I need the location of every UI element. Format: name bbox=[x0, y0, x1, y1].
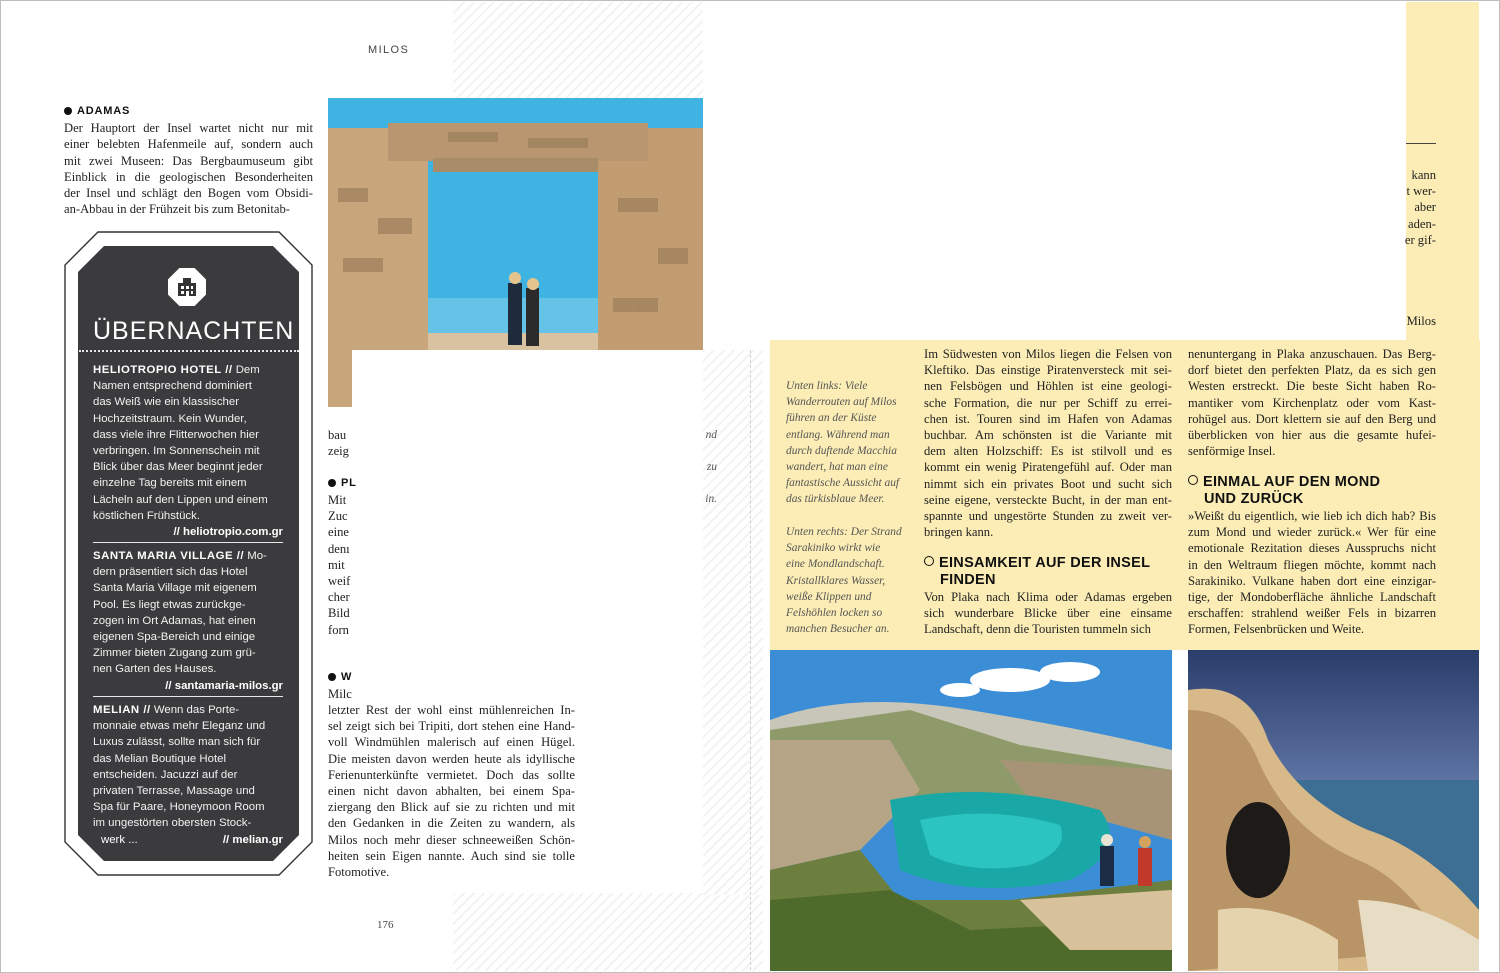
box-text-line bbox=[93, 564, 283, 580]
box-text: das Melian Boutique Hotel bbox=[93, 752, 226, 765]
hotel-link[interactable] bbox=[93, 832, 283, 848]
box-text-line bbox=[93, 459, 283, 475]
box-text-line bbox=[93, 815, 283, 831]
text-line: Sarakiniko. Vulkane haben dort eine einzigar- bbox=[1188, 573, 1436, 588]
box-text: eigenen Spa-Bereich und einige bbox=[93, 631, 256, 644]
box-text: köstlichen Frühstück. bbox=[93, 509, 200, 522]
box-text: Pool. Es liegt etwas zurückge- bbox=[93, 598, 246, 611]
text-line: sel zeigt sich bei Tripiti, dort stehen eine Hand- bbox=[328, 719, 575, 734]
text-line: Fotomotive. bbox=[328, 865, 390, 880]
photo-sarakiniko bbox=[1188, 650, 1479, 971]
text-line: »Weißt du eigentlich, wie lieb ich dich hab? Bis bbox=[1188, 509, 1436, 523]
text-line: Mit bbox=[328, 493, 347, 507]
text-line: mantiker vom Kirchenplatz oder vom Kast- bbox=[1188, 395, 1436, 410]
box-text-line bbox=[93, 645, 283, 661]
gutter-line bbox=[750, 350, 751, 970]
blank-panel-top bbox=[703, 2, 1406, 340]
box-text-line bbox=[93, 613, 283, 629]
text-line: eine bbox=[328, 525, 349, 540]
box-text: entscheiden. Jacuzzi auf der bbox=[93, 768, 238, 781]
box-text-line bbox=[93, 751, 283, 767]
box-text-line bbox=[93, 580, 283, 596]
box-text: Zimmer bieten Zugang zum grü- bbox=[93, 647, 256, 660]
text-line: der Insel und schlägt den Bogen vom Obsidi- bbox=[64, 186, 313, 201]
text-line: Der Hauptort der Insel wartet nicht nur mit bbox=[64, 121, 313, 136]
text-line: Ferienunterkünfte vermietet. Doch das sollte bbox=[328, 767, 575, 782]
box-entry-santa-maria bbox=[93, 548, 283, 694]
box-text: einzelne Tag bereits mit einem bbox=[93, 477, 247, 490]
box-text-line bbox=[93, 783, 283, 799]
box-text: Luxus zulässt, sollte man sich für bbox=[93, 736, 261, 749]
box-text-line bbox=[93, 492, 283, 508]
text-line: Bild bbox=[328, 606, 350, 621]
text-line: Westen erstreckt. Die beste Sicht haben Ro- bbox=[1188, 379, 1436, 394]
box-text: verbringen. Im Sonnenschein mit bbox=[93, 445, 260, 458]
text-line: einen nicht davon abhalten, bei einem Spa- bbox=[328, 784, 575, 799]
box-text: zogen im Ort Adamas, hat einen bbox=[93, 614, 256, 627]
text-line: kommt ein wenig Piratengefühl auf. Oder man bbox=[924, 460, 1172, 475]
box-text-line bbox=[93, 718, 283, 734]
text-line: überblicken von hier aus die gesamte hufei- bbox=[1188, 428, 1436, 443]
kleftiko-body bbox=[924, 346, 1172, 540]
caption-right bbox=[786, 524, 916, 637]
box-text-line bbox=[93, 378, 283, 394]
box-text: Lächeln auf den Lippen und einem bbox=[93, 493, 268, 506]
box-text: Blick über das Meer beginnt jeder bbox=[93, 461, 263, 474]
box-text-line bbox=[93, 427, 283, 443]
box-text-line bbox=[93, 508, 283, 524]
text-line: sche Formation, die nur per Schiff zu errei- bbox=[924, 395, 1172, 410]
box-text: werk ... bbox=[101, 833, 138, 846]
caption-line: Felshöhlen locken so bbox=[786, 607, 883, 620]
hatched-background-bottom bbox=[453, 893, 763, 971]
adamas-section bbox=[64, 103, 313, 217]
caption-line: manchen Besucher an. bbox=[786, 623, 890, 636]
box-text-line bbox=[93, 702, 283, 718]
box-text-line bbox=[93, 597, 283, 613]
adamas-heading: ADAMAS bbox=[64, 103, 313, 119]
text-line: Zuc bbox=[328, 509, 348, 524]
right-top-fragments bbox=[1380, 167, 1436, 248]
text-line: Formen, Felsenbrücken und Weite. bbox=[1188, 622, 1365, 637]
text-line: tige, der Mondoberfläche ähnliche Landschaft bbox=[1188, 590, 1436, 605]
caption-line: Wanderrouten auf Milos bbox=[786, 396, 897, 409]
text-line: seine eigene, versteckte Bucht, in der man ent- bbox=[924, 492, 1172, 507]
caption-line: führen an der Küste bbox=[786, 412, 877, 425]
text-line: dem alten Holzschiff: Es ist stilvoll und es bbox=[924, 444, 1172, 459]
box-separator bbox=[93, 696, 283, 697]
text-line: Milos noch mehr dieser schneeweißen Schön- bbox=[328, 832, 575, 847]
hotel-name: MELIAN // bbox=[93, 704, 151, 716]
box-text-line bbox=[93, 443, 283, 459]
text-line: mit bbox=[328, 557, 345, 572]
text-line: spannte und ungestörte Stunden zu zweit ver- bbox=[924, 509, 1172, 524]
text-line: nenuntergang in Plaka anzuschauen. Das Berg- bbox=[1188, 347, 1436, 361]
windmills-body bbox=[328, 702, 575, 880]
blank-panel-middle bbox=[352, 350, 703, 694]
text-line: cher bbox=[328, 590, 350, 605]
middle-fragment-heading-1: PL bbox=[328, 477, 357, 489]
einsamkeit-body bbox=[924, 589, 1172, 638]
hotel-link-text[interactable]: // melian.gr bbox=[222, 833, 283, 846]
box-text: im ungestörten obersten Stock- bbox=[93, 817, 252, 830]
text-line: denı bbox=[328, 541, 350, 556]
text-line: Im Südwesten von Milos liegen die Felsen von bbox=[924, 347, 1172, 361]
text-line: ziergang den Blick auf sie zu richten und mit bbox=[328, 800, 575, 815]
box-dotted-divider bbox=[79, 350, 299, 352]
box-text: Mo- bbox=[244, 550, 267, 562]
text-line: er gif- bbox=[1404, 232, 1436, 247]
caption-line: Unten links: Viele bbox=[786, 380, 868, 392]
box-text-line bbox=[93, 362, 283, 378]
box-text-line bbox=[93, 799, 283, 815]
caption-left bbox=[786, 378, 916, 508]
text-line: forn bbox=[328, 622, 349, 637]
hotel-link[interactable]: // heliotropio.com.gr bbox=[173, 526, 283, 539]
page-number: 176 bbox=[377, 919, 394, 931]
text-line: in den Weltraum fliegen möchte, kommt nach bbox=[1188, 557, 1436, 572]
text-line: bringen kann. bbox=[924, 525, 994, 540]
text-line: Einblick in die geologischen Besonderheiten bbox=[64, 169, 313, 184]
box-text: Dem bbox=[232, 364, 260, 376]
box-text: Namen entsprechend dominiert bbox=[93, 380, 252, 393]
middle-fragment-heading-2: W bbox=[328, 671, 352, 683]
box-text: Spa für Paare, Honeymoon Room bbox=[93, 801, 265, 814]
text-line: Die meisten davon werden heute als idyllische bbox=[328, 751, 575, 766]
hotel-name: SANTA MARIA VILLAGE // bbox=[93, 550, 245, 562]
adamas-body bbox=[64, 120, 313, 217]
right-fragments: nd zu in. bbox=[705, 429, 717, 506]
hotel-icon bbox=[168, 268, 206, 306]
text-line: mit zwei Museen: Das Bergbaumuseum gibt bbox=[64, 153, 313, 168]
box-text: das Weiß wie ein klassischer bbox=[93, 396, 240, 409]
text-line: aber bbox=[1414, 200, 1436, 215]
caption-line: Kristallklares Wasser, bbox=[786, 574, 886, 587]
blank-panel-lower bbox=[592, 694, 703, 893]
text-line: nen Felsbögen und Höhlen ist eine geologi- bbox=[924, 379, 1172, 394]
circle-icon bbox=[1188, 475, 1198, 485]
circle-icon bbox=[924, 556, 934, 566]
caption-line: fantastische Aussicht auf bbox=[786, 477, 900, 490]
text-line: nimmt sich ein privates Boot und sucht sich bbox=[924, 476, 1172, 491]
text-line: Kleftiko. Das einstige Piratenversteck mit sei- bbox=[924, 363, 1172, 378]
text-line: Landschaft, denn die Touristen tummeln sich bbox=[924, 622, 1151, 637]
text-line: dorf bietet den perfekten Platz, da es sich gen bbox=[1188, 363, 1436, 378]
caption-line: Unten rechts: Der Strand bbox=[786, 526, 902, 538]
text-line: senförmige Insel. bbox=[1188, 444, 1276, 459]
text-line: weif bbox=[328, 574, 351, 589]
text-line: t wer- bbox=[1406, 184, 1436, 199]
middle-fragment-body-1 bbox=[328, 492, 352, 638]
caption-line: Sarakiniko wirkt wie bbox=[786, 542, 881, 555]
middle-fragment-top: bau zeig bbox=[328, 428, 349, 459]
text-line: buchbar. Am schönsten ist die Variante mit bbox=[924, 428, 1172, 443]
text-line: Von Plaka nach Klima oder Adamas ergeben bbox=[924, 590, 1172, 604]
box-text-line bbox=[93, 411, 283, 427]
mond-heading: EINMAL AUF DEN MOND UND ZURÜCK bbox=[1188, 474, 1438, 507]
caption-line: wandert, hat man eine bbox=[786, 461, 888, 474]
box-text-line bbox=[93, 548, 283, 564]
plaka-first-line: Milos bbox=[1406, 314, 1436, 328]
text-line: rohügel aus. Dort klettern sie auf den Berg und bbox=[1188, 411, 1436, 426]
text-line: aden- bbox=[1408, 216, 1436, 231]
text-line: emotionale Rezitation dieses Ausspruchs nicht bbox=[1188, 541, 1436, 556]
box-text-line bbox=[93, 734, 283, 750]
box-text-line bbox=[93, 475, 283, 491]
caption-line: das türkisblaue Meer. bbox=[786, 493, 885, 506]
bullet-icon bbox=[328, 479, 336, 487]
bullet-icon bbox=[328, 673, 336, 681]
bullet-icon bbox=[64, 107, 72, 115]
caption-line: eine Mondlandschaft. bbox=[786, 558, 885, 571]
caption-line: weiße Klippen und bbox=[786, 590, 872, 603]
box-text: Hochzeitstraum. Kein Wunder, bbox=[93, 412, 247, 425]
text-line: voll Windmühlen malerisch auf einen Hügel. bbox=[328, 735, 575, 750]
photo-coast-hikers bbox=[770, 650, 1172, 971]
box-text: nen Garten des Hauses. bbox=[93, 663, 217, 676]
box-text: privaten Terrasse, Massage und bbox=[93, 785, 255, 798]
box-text-line bbox=[93, 394, 283, 410]
box-text: monnaie etwas mehr Eleganz und bbox=[93, 720, 266, 733]
box-entry-melian bbox=[93, 702, 283, 848]
text-line: sich wunderbare Blicke über eine einsame bbox=[924, 606, 1172, 621]
text-line: den Gedanken in die Zeiten zu wandern, als bbox=[328, 816, 575, 831]
box-text-line bbox=[93, 661, 283, 677]
box-entry-heliotropio bbox=[93, 362, 283, 540]
plaka-body bbox=[1188, 346, 1436, 459]
einsamkeit-heading: EINSAMKEIT AUF DER INSEL FINDEN bbox=[924, 555, 1174, 588]
mond-body bbox=[1188, 508, 1436, 638]
text-line: heiten sein Eigen nannte. Auch sind sie tolle bbox=[328, 848, 575, 863]
box-separator bbox=[93, 542, 283, 543]
box-text: Wenn das Porte- bbox=[150, 704, 240, 716]
box-text-line bbox=[93, 767, 283, 783]
caption-line: durch duftende Macchia bbox=[786, 444, 897, 457]
box-text-line bbox=[93, 629, 283, 645]
hotel-name: HELIOTROPIO HOTEL // bbox=[93, 364, 233, 376]
box-text: Santa Maria Village mit eigenem bbox=[93, 582, 257, 595]
text-line: erschaffen: strahlend weißer Fels in bizarren bbox=[1188, 606, 1436, 621]
text-line: letzter Rest der wohl einst mühlenreichen In- bbox=[328, 703, 575, 717]
text-line: einer belebten Hafenmeile auf, sondern auch bbox=[64, 137, 313, 152]
text-line: kann bbox=[1411, 168, 1436, 182]
box-text: dass viele ihre Flitterwochen hier bbox=[93, 428, 259, 441]
caption-line: entlang. Während man bbox=[786, 428, 890, 441]
hotel-link[interactable]: // santamaria-milos.gr bbox=[165, 679, 283, 692]
text-line: chen ist. Touren sind im Hafen von Adamas bbox=[924, 411, 1172, 426]
text-line: zum Mond und wieder zurück.« Wer für eine bbox=[1188, 525, 1436, 540]
middle-fragment-body-2: Milc bbox=[328, 687, 352, 701]
running-head: MILOS bbox=[368, 44, 410, 56]
hatched-background-top bbox=[453, 2, 703, 98]
text-line: an-Abbau in der Frühzeit bis zum Betonitab- bbox=[64, 202, 290, 217]
box-title: ÜBERNACHTEN bbox=[93, 317, 295, 345]
top-rule bbox=[1406, 143, 1436, 144]
box-text: dern präsentiert sich das Hotel bbox=[93, 566, 248, 579]
